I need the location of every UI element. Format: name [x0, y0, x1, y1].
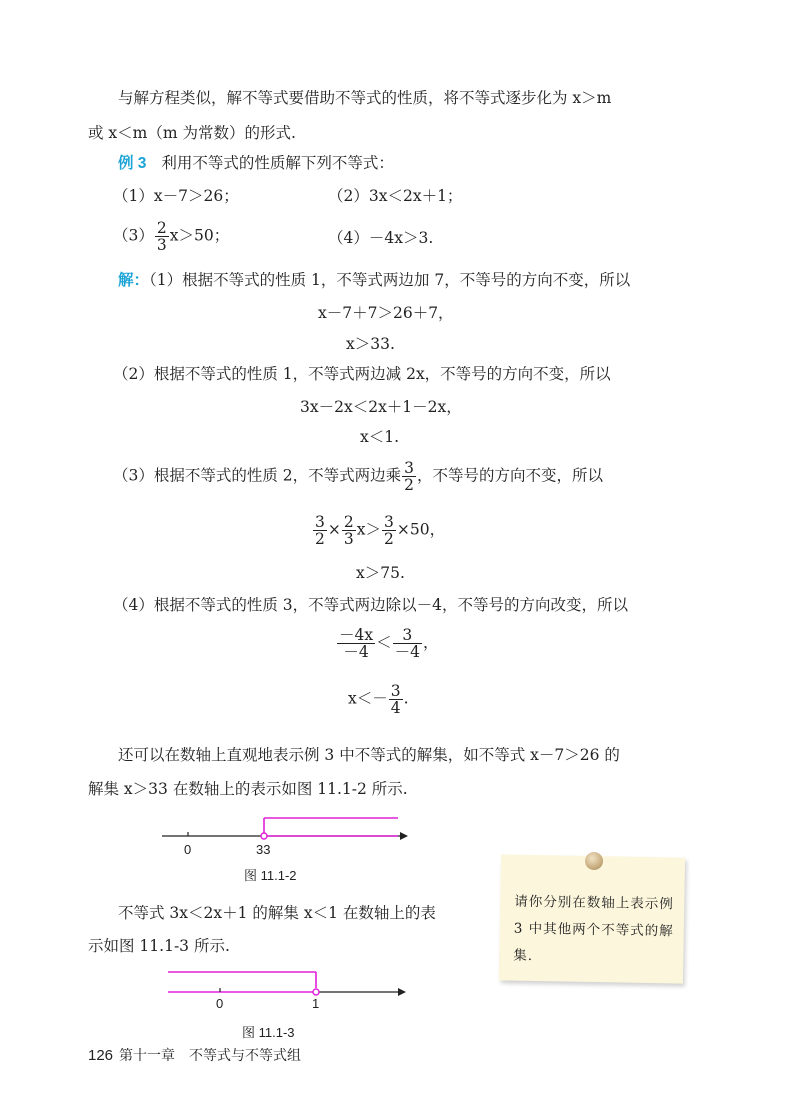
fig2-caption: 图 11.1-3 [242, 1025, 295, 1040]
fraction [402, 460, 416, 493]
solution-3-eq-1 [312, 514, 445, 547]
denominator: －4 [343, 643, 369, 661]
denominator: 2 [404, 476, 415, 494]
operator: x＞ [356, 520, 381, 539]
fraction [313, 514, 327, 547]
solution-1-eq-2: x＞33. [346, 335, 395, 353]
example-item-4: （4）－4x＞3. [328, 229, 434, 247]
numerator: 3 [384, 513, 394, 531]
numerator: 3 [315, 513, 325, 531]
solution-4-eq-2 [348, 683, 409, 716]
fig2-tick-0-label: 0 [216, 996, 224, 1011]
para3-line-1: 不等式 3x＜2x＋1 的解集 x＜1 在数轴上的表 [118, 904, 436, 922]
numerator: 2 [343, 513, 354, 531]
numerator: 2 [156, 219, 167, 237]
numerator: 3 [404, 459, 415, 477]
example-heading [118, 153, 394, 174]
denominator: 2 [315, 530, 325, 548]
fig2-tick-1-label: 1 [312, 996, 320, 1011]
number-line-figure-2 [160, 962, 420, 1006]
solution-1-eq-1: x－7＋7＞26＋7， [318, 304, 454, 322]
solution-1-text [118, 270, 630, 290]
fig1-caption: 图 11.1-2 [244, 868, 297, 883]
solution-4-text: （4）根据不等式的性质 3，不等式两边除以－4，不等号的方向改变，所以 [113, 596, 629, 614]
fraction [342, 514, 356, 547]
page-number: 126 [88, 1047, 114, 1064]
axis-arrow [400, 832, 408, 840]
example-item-2: （2）3x＜2x＋1； [328, 187, 463, 205]
solution-2-text: （2）根据不等式的性质 1，不等式两边减 2x，不等号的方向不变，所以 [113, 365, 611, 383]
fig1-tick-0-label: 0 [184, 842, 192, 857]
open-endpoint [313, 989, 319, 995]
para2-line-1: 还可以在数轴上直观地表示例 3 中不等式的解集，如不等式 x－7＞26 的 [118, 746, 620, 764]
fig1-tick-33-label: 33 [256, 842, 271, 857]
example-item-3 [113, 220, 229, 253]
fraction [337, 627, 375, 660]
solution-3-body-a: （3）根据不等式的性质 2，不等式两边乘 [113, 466, 402, 485]
denominator: 3 [156, 236, 167, 254]
axis-arrow [398, 988, 406, 996]
para3-line-2: 示如图 11.1-3 所示. [88, 937, 230, 955]
example-label: 例 3 [118, 155, 147, 172]
numerator: 3 [390, 682, 401, 700]
pushpin-icon [585, 852, 603, 870]
fraction [155, 220, 169, 253]
fraction [382, 514, 396, 547]
intro-line-1: 与解方程类似，解不等式要借助不等式的性质，将不等式逐步化为 x＞m [118, 89, 612, 107]
example-item-3-prefix: （3） [113, 226, 154, 245]
para2-line-2: 解集 x＞33 在数轴上的表示如图 11.1-2 所示. [88, 780, 408, 798]
head: x＜－ [348, 689, 388, 708]
solution-2-eq-2: x＜1. [360, 428, 400, 446]
numerator: 3 [393, 627, 422, 644]
denominator: 3 [343, 530, 354, 548]
solution-1-body: （1）根据不等式的性质 1，不等式两边加 7，不等号的方向不变，所以 [149, 271, 631, 289]
solution-3-text [113, 460, 603, 493]
chapter-title: 第十一章 不等式与不等式组 [119, 1047, 302, 1063]
solution-3-body-b: ，不等号的方向不变，所以 [417, 466, 604, 485]
tail: ×50， [396, 520, 446, 539]
example-item-3-suffix: x＞50； [169, 226, 230, 245]
tail: . [403, 689, 409, 708]
example-item-1: （1）x－7＞26； [113, 187, 239, 205]
denominator: －4 [394, 643, 420, 661]
sticky-note-text: 请你分别在数轴上表示例 3 中其他两个不等式的解集. [513, 893, 674, 964]
example-title: 利用不等式的性质解下列不等式： [161, 154, 394, 172]
page-footer [88, 1045, 301, 1065]
open-endpoint [261, 833, 267, 839]
fraction [393, 627, 422, 660]
denominator: 2 [384, 530, 394, 548]
fraction [389, 683, 403, 716]
solution-4-eq-1 [336, 627, 439, 660]
operator: × [327, 520, 341, 539]
solution-3-eq-2: x＞75. [356, 564, 405, 582]
intro-line-2: 或 x＜m（m 为常数）的形式. [88, 124, 296, 142]
sticky-note [499, 854, 685, 983]
solution-label: 解： [118, 270, 150, 289]
denominator: 4 [390, 699, 401, 717]
tail: ， [423, 633, 439, 652]
numerator: －4x [339, 626, 374, 644]
solution-2-eq-1: 3x－2x＜2x＋1－2x， [300, 398, 462, 416]
operator: ＜ [376, 633, 392, 652]
